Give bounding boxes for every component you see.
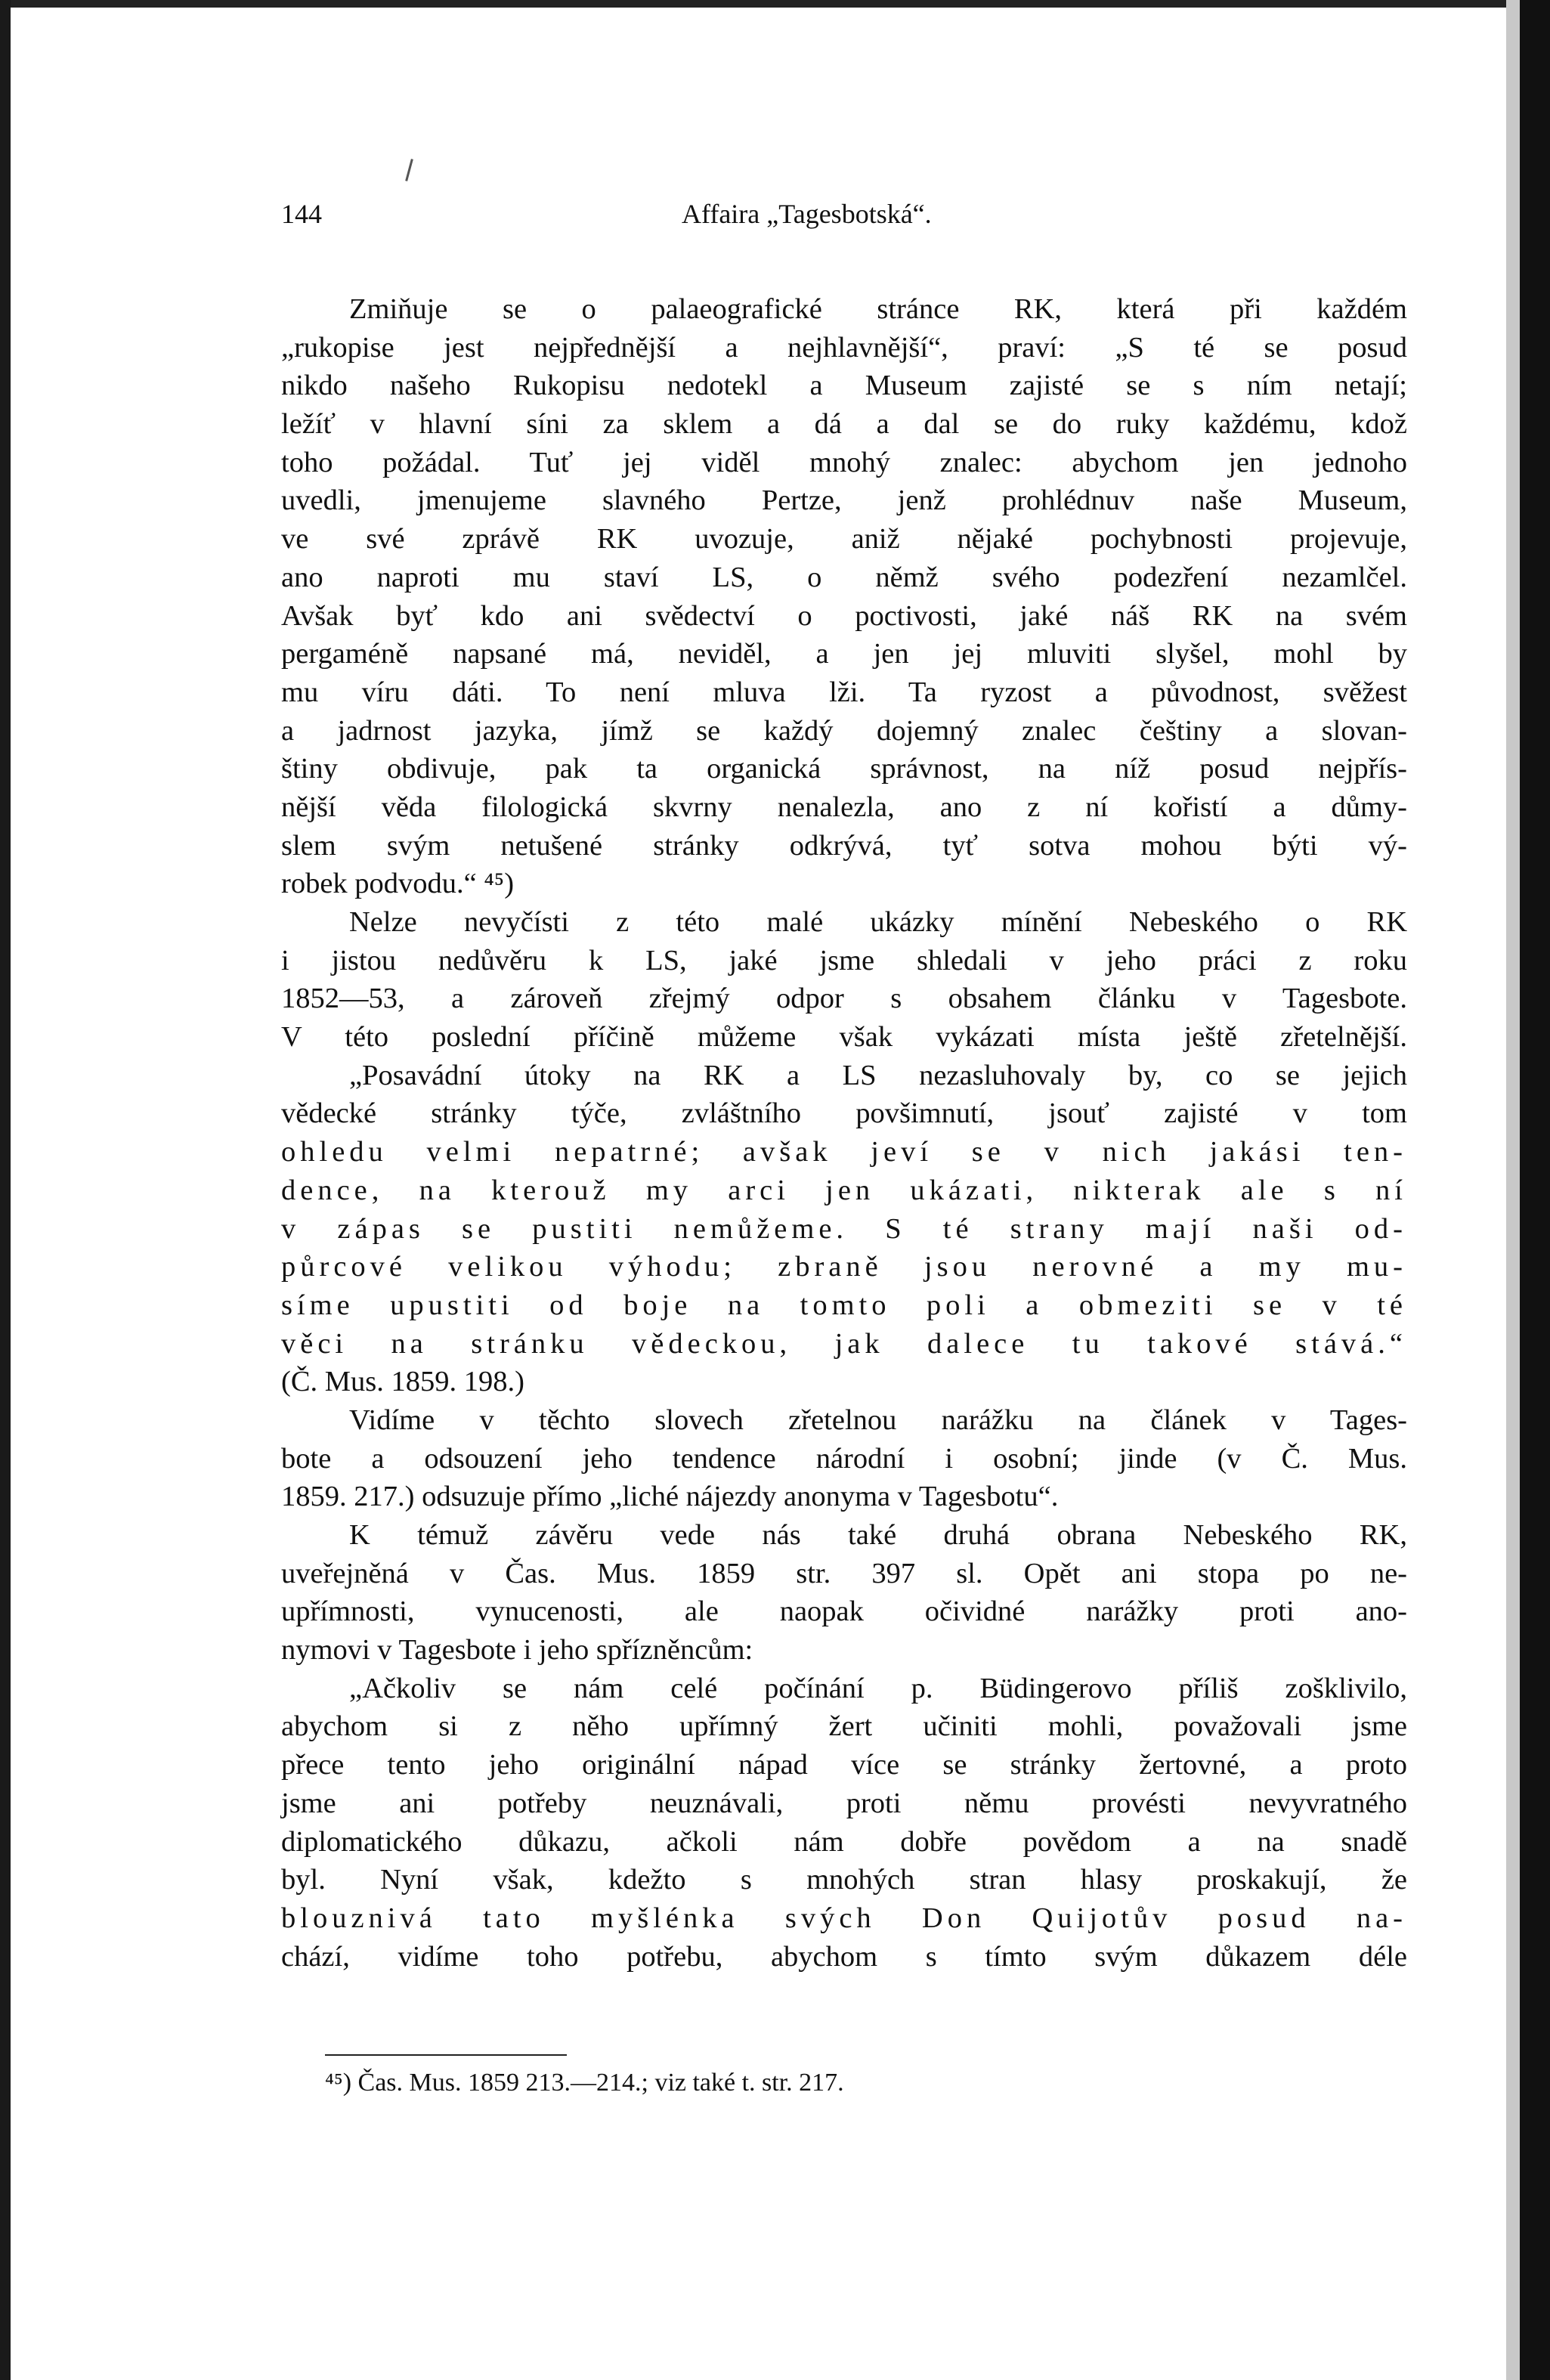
text-line: slem svým netušené stránky odkrývá, tyť sotva mohou býti vý- bbox=[281, 829, 1407, 862]
text-line: ležíť v hlavní síni za sklem a dá a dal se do ruky každému, kdož bbox=[281, 408, 1407, 441]
scan-speck bbox=[405, 159, 413, 181]
text-line: „Ačkoliv se nám celé počínání p. Büdingerovo příliš zošklivilo, bbox=[349, 1672, 1407, 1704]
text-line: K témuž závěru vede nás také druhá obrana Nebeského RK, bbox=[349, 1519, 1407, 1551]
text-line: ve své zprávě RK uvozuje, aniž nějaké pochybnosti projevuje, bbox=[281, 523, 1407, 556]
page-header bbox=[281, 198, 1407, 243]
text-line: robek podvodu.“ ⁴⁵) bbox=[281, 868, 515, 900]
scan-edge-right-shadow bbox=[1506, 0, 1520, 2380]
text-line: dence, na kterouž my arci jen ukázati, nikterak ale s ní bbox=[281, 1174, 1407, 1206]
text-line: nější věda filologická skvrny nenalezla, ano z ní kořistí a důmy- bbox=[281, 791, 1407, 823]
text-line: upřímnosti, vynucenosti, ale naopak očividné narážky proti ano- bbox=[281, 1595, 1407, 1628]
running-title: Affaira „Tagesbotská“. bbox=[682, 199, 932, 229]
text-line: Zmiňuje se o palaeografické stránce RK, která při každém bbox=[349, 293, 1407, 325]
page-number: 144 bbox=[281, 199, 322, 229]
footnote-rule bbox=[325, 2054, 567, 2056]
text-line: mu víru dáti. To není mluva lži. Ta ryzost a původnost, svěžest bbox=[281, 676, 1407, 708]
text-line: uveřejněná v Čas. Mus. 1859 str. 397 sl. Opět ani stopa po ne- bbox=[281, 1557, 1407, 1589]
body-text bbox=[281, 290, 1407, 1976]
text-line: abychom si z něho upřímný žert učiniti mohli, považovali jsme bbox=[281, 1710, 1407, 1743]
text-line: a jadrnost jazyka, jímž se každý dojemný znalec češtiny a slovan- bbox=[281, 714, 1407, 747]
text-line: štiny obdivuje, pak ta organická správnost, na níž posud nejpřís- bbox=[281, 753, 1407, 785]
text-line: nikdo našeho Rukopisu nedotekl a Museum zajisté se s ním netají; bbox=[281, 370, 1407, 402]
text-line: jsme ani potřeby neuznávali, proti němu provésti nevyvratného bbox=[281, 1787, 1407, 1819]
text-line: 1859. 217.) odsuzuje přímo „liché nájezdy anonyma v Tagesbotu“. bbox=[281, 1481, 1059, 1513]
text-line: toho požádal. Tuť jej viděl mnohý znalec: abychom jen jednoho bbox=[281, 446, 1407, 478]
text-line: diplomatického důkazu, ačkoli nám dobře povědom a na snadě bbox=[281, 1825, 1407, 1858]
text-line: chází, vidíme toho potřebu, abychom s tímto svým důkazem déle bbox=[281, 1940, 1407, 1973]
scan-edge-right bbox=[1520, 0, 1550, 2380]
text-line: ohledu velmi nepatrné; avšak jeví se v nich jakási ten- bbox=[281, 1136, 1407, 1168]
text-line: pergaméně napsané má, neviděl, a jen jej mluviti slyšel, mohl by bbox=[281, 638, 1407, 670]
scan-edge-left bbox=[0, 0, 11, 2380]
text-line: blouznivá tato myšlénka svých Don Quijotův posud na- bbox=[281, 1902, 1407, 1934]
scan-edge-top bbox=[0, 0, 1550, 8]
text-line: Vidíme v těchto slovech zřetelnou narážku na článek v Tages- bbox=[349, 1404, 1407, 1436]
text-line: byl. Nyní však, kdežto s mnohých stran hlasy proskakují, že bbox=[281, 1864, 1407, 1896]
footnote: ⁴⁵) Čas. Mus. 1859 213.—214.; viz také t. str. 217. bbox=[325, 2069, 844, 2097]
text-line: Nelze nevyčísti z této malé ukázky mínění Nebeského o RK bbox=[349, 906, 1407, 938]
text-line: vědecké stránky týče, zvláštního povšimnutí, jsouť zajisté v tom bbox=[281, 1097, 1407, 1130]
text-line: „Posavádní útoky na RK a LS nezasluhovaly by, co se jejich bbox=[349, 1059, 1407, 1091]
text-line: ano naproti mu staví LS, o němž svého podezření nezamlčel. bbox=[281, 561, 1407, 593]
text-line: v zápas se pustiti nemůžeme. S té strany mají naši od- bbox=[281, 1212, 1407, 1245]
text-line: nymovi v Tagesbote i jeho spřízněncům: bbox=[281, 1634, 753, 1667]
text-line: uvedli, jmenujeme slavného Pertze, jenž prohlédnuv naše Museum, bbox=[281, 484, 1407, 517]
text-line: (Č. Mus. 1859. 198.) bbox=[281, 1366, 524, 1398]
text-line: síme upustiti od boje na tomto poli a obmeziti se v té bbox=[281, 1289, 1407, 1321]
text-line: „rukopise jest nejpřednější a nejhlavnější“, praví: „S té se posud bbox=[281, 331, 1407, 364]
text-line: i jistou nedůvěru k LS, jaké jsme shledali v jeho práci z roku bbox=[281, 944, 1407, 976]
text-line: V této poslední příčině můžeme však vykázati místa ještě zřetelnější. bbox=[281, 1021, 1407, 1054]
text-line: bote a odsouzení jeho tendence národní i osobní; jinde (v Č. Mus. bbox=[281, 1442, 1407, 1475]
text-line: přece tento jeho originální nápad více se stránky žertovné, a proto bbox=[281, 1749, 1407, 1781]
text-line: Avšak byť kdo ani svědectví o poctivosti, jaké náš RK na svém bbox=[281, 599, 1407, 632]
text-line: půrcové velikou výhodu; zbraně jsou nerovné a my mu- bbox=[281, 1251, 1407, 1283]
text-line: 1852—53, a zároveň zřejmý odpor s obsahem článku v Tagesbote. bbox=[281, 983, 1407, 1015]
text-line: věci na stránku vědeckou, jak dalece tu takové stává.“ bbox=[281, 1327, 1407, 1360]
